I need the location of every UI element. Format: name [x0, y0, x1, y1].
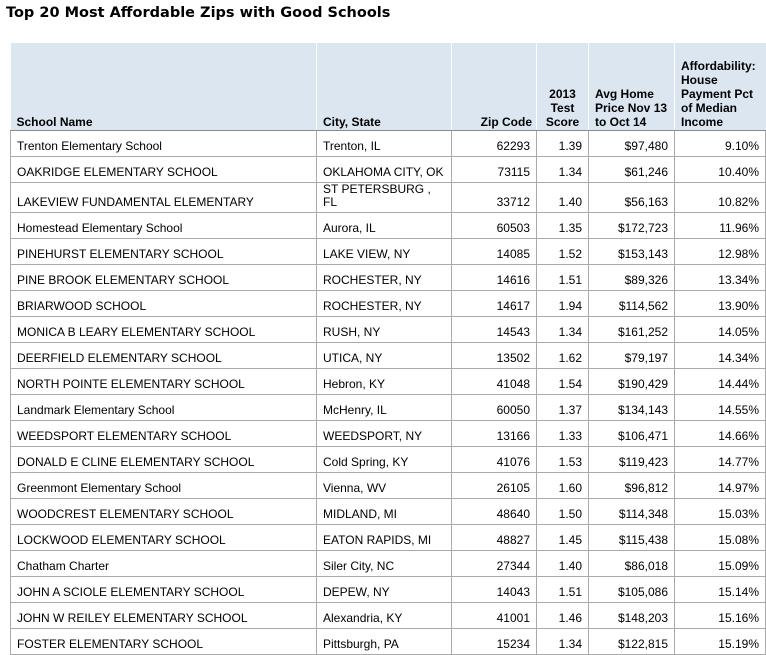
table-row	[11, 343, 766, 369]
cell-home-price: $105,086	[589, 577, 675, 603]
cell-test-score: 1.34	[537, 157, 589, 183]
cell-test-score: 1.40	[537, 183, 589, 213]
cell-city-state: ST PETERSBURG , FL	[317, 183, 452, 213]
cell-zip-code: 60503	[452, 213, 537, 239]
col-header-school: School Name	[11, 43, 317, 131]
cell-zip-code: 48640	[452, 499, 537, 525]
cell-city-state: OKLAHOMA CITY, OK	[317, 157, 452, 183]
cell-affordability: 14.66%	[675, 421, 766, 447]
cell-affordability: 15.14%	[675, 577, 766, 603]
table-row	[11, 473, 766, 499]
cell-home-price: $86,018	[589, 551, 675, 577]
cell-zip-code: 48827	[452, 525, 537, 551]
cell-affordability: 15.19%	[675, 629, 766, 655]
cell-affordability: 10.82%	[675, 183, 766, 213]
cell-school-name: WEEDSPORT ELEMENTARY SCHOOL	[11, 421, 317, 447]
cell-zip-code: 33712	[452, 183, 537, 213]
col-header-city: City, State	[317, 43, 452, 131]
cell-test-score: 1.39	[537, 131, 589, 157]
cell-affordability: 14.44%	[675, 369, 766, 395]
cell-test-score: 1.34	[537, 317, 589, 343]
cell-test-score: 1.35	[537, 213, 589, 239]
cell-zip-code: 15234	[452, 629, 537, 655]
cell-city-state: EATON RAPIDS, MI	[317, 525, 452, 551]
cell-city-state: Siler City, NC	[317, 551, 452, 577]
cell-school-name: Trenton Elementary School	[11, 131, 317, 157]
cell-home-price: $190,429	[589, 369, 675, 395]
cell-zip-code: 62293	[452, 131, 537, 157]
cell-zip-code: 13502	[452, 343, 537, 369]
cell-school-name: DEERFIELD ELEMENTARY SCHOOL	[11, 343, 317, 369]
cell-school-name: NORTH POINTE ELEMENTARY SCHOOL	[11, 369, 317, 395]
cell-test-score: 1.45	[537, 525, 589, 551]
cell-city-state: Hebron, KY	[317, 369, 452, 395]
cell-school-name: LOCKWOOD ELEMENTARY SCHOOL	[11, 525, 317, 551]
cell-test-score: 1.52	[537, 239, 589, 265]
table-row	[11, 525, 766, 551]
cell-test-score: 1.51	[537, 265, 589, 291]
table-body	[11, 131, 766, 655]
cell-affordability: 13.90%	[675, 291, 766, 317]
cell-home-price: $96,812	[589, 473, 675, 499]
table-row	[11, 291, 766, 317]
cell-affordability: 14.77%	[675, 447, 766, 473]
cell-school-name: DONALD E CLINE ELEMENTARY SCHOOL	[11, 447, 317, 473]
col-header-zip: Zip Code	[452, 43, 537, 131]
cell-affordability: 14.05%	[675, 317, 766, 343]
table-row	[11, 317, 766, 343]
cell-school-name: WOODCREST ELEMENTARY SCHOOL	[11, 499, 317, 525]
cell-affordability: 9.10%	[675, 131, 766, 157]
cell-school-name: MONICA B LEARY ELEMENTARY SCHOOL	[11, 317, 317, 343]
cell-city-state: Cold Spring, KY	[317, 447, 452, 473]
cell-test-score: 1.37	[537, 395, 589, 421]
cell-home-price: $56,163	[589, 183, 675, 213]
cell-school-name: JOHN A SCIOLE ELEMENTARY SCHOOL	[11, 577, 317, 603]
cell-test-score: 1.33	[537, 421, 589, 447]
table-row	[11, 213, 766, 239]
cell-test-score: 1.46	[537, 603, 589, 629]
table-row	[11, 369, 766, 395]
cell-home-price: $114,348	[589, 499, 675, 525]
cell-affordability: 15.16%	[675, 603, 766, 629]
cell-home-price: $122,815	[589, 629, 675, 655]
cell-zip-code: 14043	[452, 577, 537, 603]
cell-school-name: Chatham Charter	[11, 551, 317, 577]
cell-home-price: $106,471	[589, 421, 675, 447]
cell-zip-code: 26105	[452, 473, 537, 499]
cell-school-name: FOSTER ELEMENTARY SCHOOL	[11, 629, 317, 655]
cell-home-price: $114,562	[589, 291, 675, 317]
cell-test-score: 1.50	[537, 499, 589, 525]
table-row	[11, 183, 766, 213]
cell-city-state: McHenry, IL	[317, 395, 452, 421]
cell-school-name: Landmark Elementary School	[11, 395, 317, 421]
cell-home-price: $134,143	[589, 395, 675, 421]
table-title: Top 20 Most Affordable Zips with Good Schools	[6, 5, 391, 21]
cell-affordability: 13.34%	[675, 265, 766, 291]
col-header-score: 2013 Test Score	[537, 43, 589, 131]
col-header-price: Avg Home Price Nov 13 to Oct 14	[589, 43, 675, 131]
cell-home-price: $172,723	[589, 213, 675, 239]
cell-affordability: 15.09%	[675, 551, 766, 577]
cell-home-price: $89,326	[589, 265, 675, 291]
cell-zip-code: 13166	[452, 421, 537, 447]
cell-city-state: Pittsburgh, PA	[317, 629, 452, 655]
cell-city-state: ROCHESTER, NY	[317, 291, 452, 317]
table-row	[11, 395, 766, 421]
cell-school-name: JOHN W REILEY ELEMENTARY SCHOOL	[11, 603, 317, 629]
cell-home-price: $161,252	[589, 317, 675, 343]
cell-zip-code: 14616	[452, 265, 537, 291]
cell-school-name: BRIARWOOD SCHOOL	[11, 291, 317, 317]
table-row	[11, 603, 766, 629]
cell-home-price: $119,423	[589, 447, 675, 473]
cell-city-state: RUSH, NY	[317, 317, 452, 343]
table-row	[11, 265, 766, 291]
cell-test-score: 1.51	[537, 577, 589, 603]
cell-home-price: $61,246	[589, 157, 675, 183]
cell-school-name: Homestead Elementary School	[11, 213, 317, 239]
cell-zip-code: 41001	[452, 603, 537, 629]
header-row	[11, 43, 766, 131]
cell-city-state: Alexandria, KY	[317, 603, 452, 629]
cell-affordability: 15.08%	[675, 525, 766, 551]
cell-zip-code: 14543	[452, 317, 537, 343]
table-row	[11, 421, 766, 447]
cell-zip-code: 41048	[452, 369, 537, 395]
cell-home-price: $153,143	[589, 239, 675, 265]
schools-table	[10, 43, 766, 655]
cell-home-price: $97,480	[589, 131, 675, 157]
cell-city-state: WEEDSPORT, NY	[317, 421, 452, 447]
cell-test-score: 1.62	[537, 343, 589, 369]
cell-test-score: 1.53	[537, 447, 589, 473]
cell-city-state: ROCHESTER, NY	[317, 265, 452, 291]
cell-zip-code: 60050	[452, 395, 537, 421]
cell-city-state: LAKE VIEW, NY	[317, 239, 452, 265]
cell-affordability: 14.34%	[675, 343, 766, 369]
cell-test-score: 1.34	[537, 629, 589, 655]
cell-test-score: 1.60	[537, 473, 589, 499]
cell-test-score: 1.54	[537, 369, 589, 395]
cell-zip-code: 41076	[452, 447, 537, 473]
table-row	[11, 499, 766, 525]
table-row	[11, 157, 766, 183]
cell-affordability: 15.03%	[675, 499, 766, 525]
cell-school-name: PINEHURST ELEMENTARY SCHOOL	[11, 239, 317, 265]
cell-zip-code: 14617	[452, 291, 537, 317]
cell-affordability: 10.40%	[675, 157, 766, 183]
table-row	[11, 239, 766, 265]
table-row	[11, 131, 766, 157]
cell-affordability: 14.55%	[675, 395, 766, 421]
col-header-afford: Affordability: House Payment Pct of Median Income	[675, 43, 766, 131]
cell-zip-code: 73115	[452, 157, 537, 183]
cell-city-state: UTICA, NY	[317, 343, 452, 369]
cell-school-name: Greenmont Elementary School	[11, 473, 317, 499]
cell-home-price: $115,438	[589, 525, 675, 551]
cell-affordability: 11.96%	[675, 213, 766, 239]
cell-zip-code: 27344	[452, 551, 537, 577]
cell-test-score: 1.94	[537, 291, 589, 317]
cell-test-score: 1.40	[537, 551, 589, 577]
cell-city-state: DEPEW, NY	[317, 577, 452, 603]
cell-city-state: Aurora, IL	[317, 213, 452, 239]
cell-affordability: 12.98%	[675, 239, 766, 265]
cell-affordability: 14.97%	[675, 473, 766, 499]
table-row	[11, 577, 766, 603]
cell-city-state: Trenton, IL	[317, 131, 452, 157]
cell-city-state: Vienna, WV	[317, 473, 452, 499]
cell-city-state: MIDLAND, MI	[317, 499, 452, 525]
table-row	[11, 629, 766, 655]
table-row	[11, 447, 766, 473]
table-row	[11, 551, 766, 577]
cell-school-name: LAKEVIEW FUNDAMENTAL ELEMENTARY	[11, 183, 317, 213]
cell-home-price: $79,197	[589, 343, 675, 369]
cell-home-price: $148,203	[589, 603, 675, 629]
cell-zip-code: 14085	[452, 239, 537, 265]
cell-school-name: PINE BROOK ELEMENTARY SCHOOL	[11, 265, 317, 291]
cell-school-name: OAKRIDGE ELEMENTARY SCHOOL	[11, 157, 317, 183]
